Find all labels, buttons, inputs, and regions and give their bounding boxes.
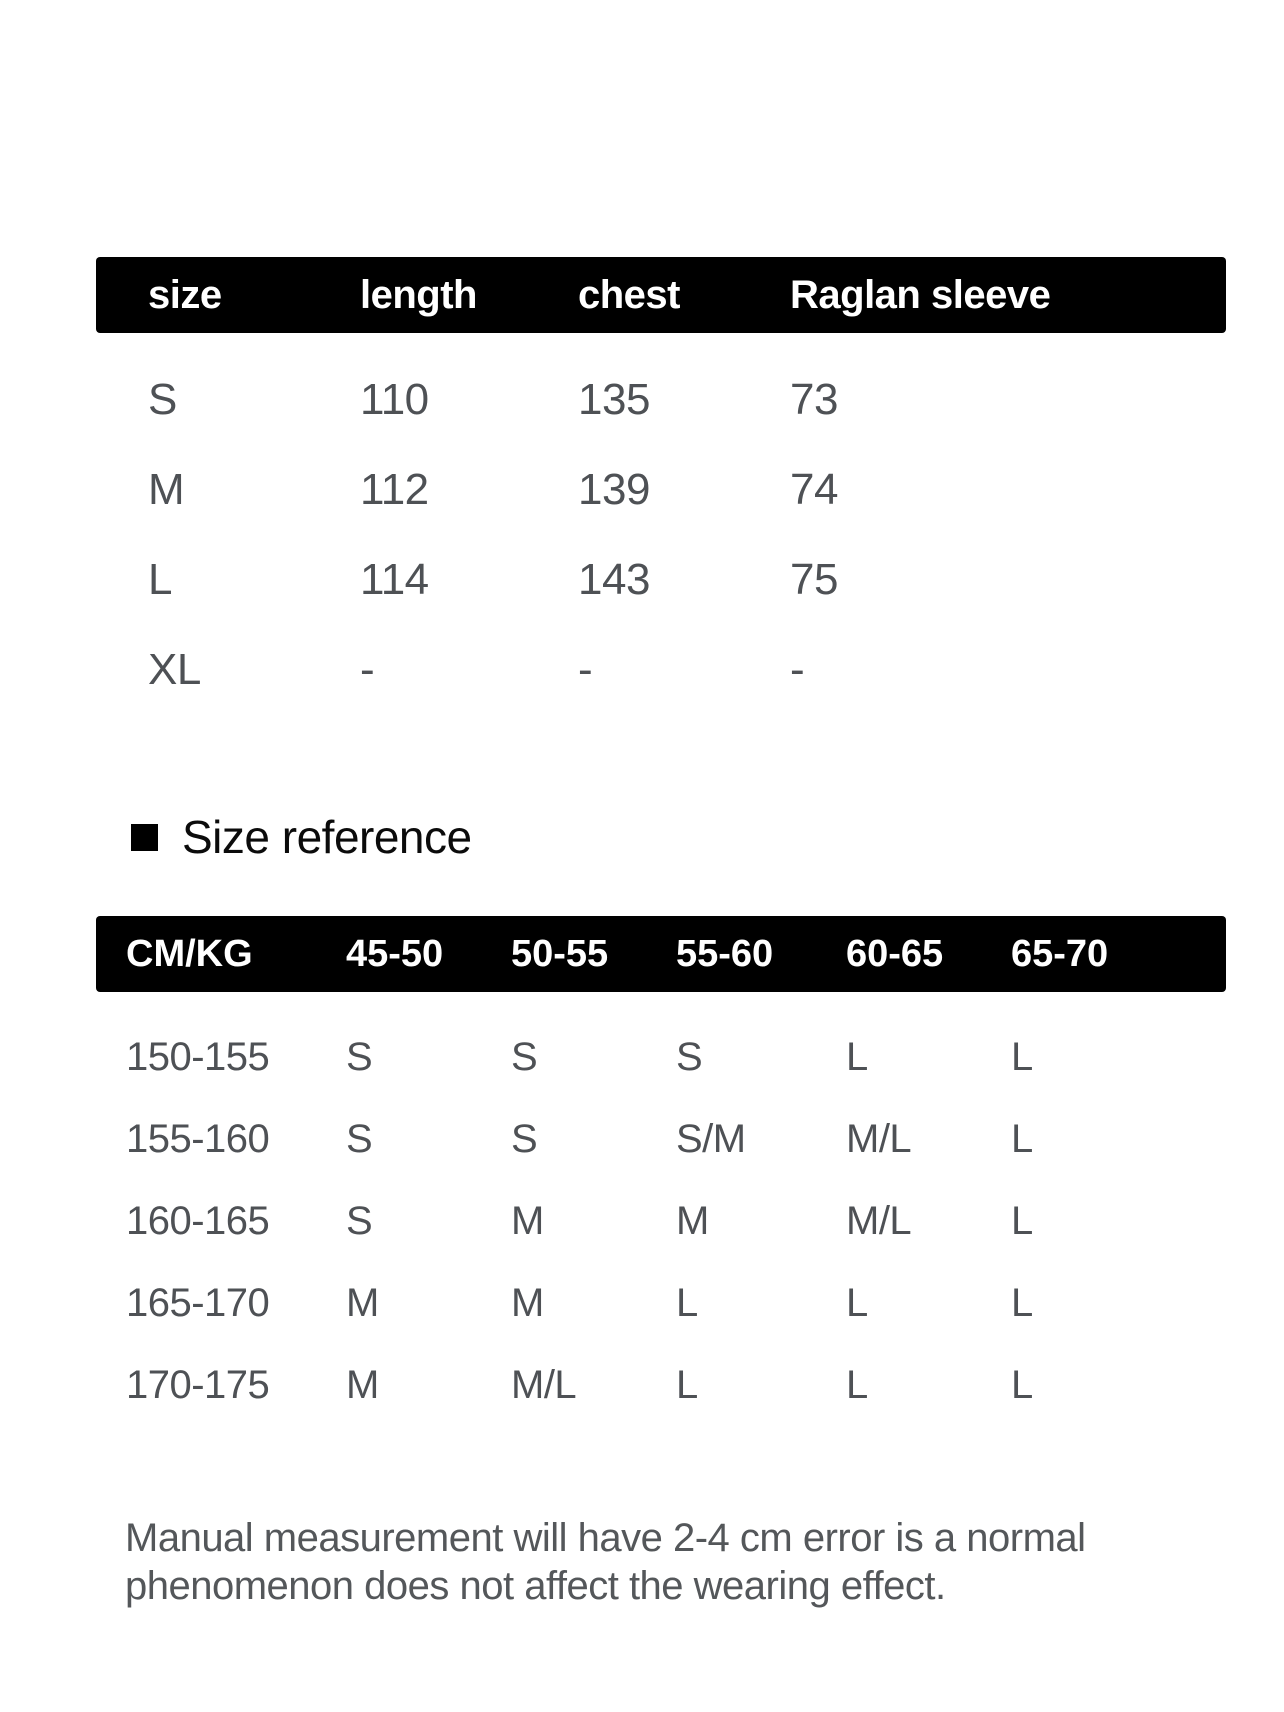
measurement-note-line-2: phenomenon does not affect the wearing effect. [125,1564,946,1608]
recommended-size-cell: S [511,1034,538,1079]
recommended-size-cell: M [676,1198,709,1243]
recommended-size-cell: S/M [676,1116,746,1161]
length-value-cell: 110 [360,375,429,424]
size-reference-table [96,916,1226,1426]
recommended-size-cell: S [346,1198,373,1243]
height-range-cell: 150-155 [126,1034,270,1079]
chest-value-cell: - [578,645,593,694]
recommended-size-cell: S [511,1116,538,1161]
table-row-size-m [96,445,1226,535]
chest-value-cell: 139 [578,465,650,514]
column-header-chest: chest [578,272,680,317]
height-range-cell: 170-175 [126,1362,270,1407]
size-reference-heading-label: Size reference [182,811,472,863]
recommended-size-cell: L [1011,1198,1033,1243]
recommended-size-cell: M [346,1280,379,1325]
size-label-cell: M [148,465,185,514]
column-header-length: length [360,272,477,317]
table-row-150-155 [96,1016,1226,1098]
height-range-cell: 165-170 [126,1280,270,1325]
length-value-cell: 114 [360,555,429,604]
size-reference-table-body [96,992,1226,1426]
column-header-size: size [148,272,222,317]
table-row-size-xl [96,625,1226,715]
length-value-cell: 112 [360,465,429,514]
table-row-size-l [96,535,1226,625]
recommended-size-cell: M [511,1280,544,1325]
recommended-size-cell: L [1011,1034,1033,1079]
size-label-cell: L [148,555,172,604]
recommended-size-cell: L [1011,1362,1033,1407]
recommended-size-cell: M/L [846,1116,912,1161]
size-reference-heading [131,810,472,864]
recommended-size-cell: M [346,1362,379,1407]
recommended-size-cell: M/L [846,1198,912,1243]
length-value-cell: - [360,645,375,694]
measurement-note [125,1514,1086,1610]
measurement-table-body [96,333,1226,715]
recommended-size-cell: M/L [511,1362,577,1407]
recommended-size-cell: L [1011,1116,1033,1161]
chest-value-cell: 143 [578,555,650,604]
table-row-155-160 [96,1098,1226,1180]
table-row-165-170 [96,1262,1226,1344]
raglan-value-cell: 73 [790,375,838,424]
column-header-50-55: 50-55 [511,932,609,975]
recommended-size-cell: L [676,1280,698,1325]
column-header-55-60: 55-60 [676,932,774,975]
recommended-size-cell: L [676,1362,698,1407]
column-header-cm-kg: CM/KG [126,932,253,975]
column-header-raglan-sleeve: Raglan sleeve [790,272,1051,317]
column-header-60-65: 60-65 [846,932,944,975]
column-header-45-50: 45-50 [346,932,444,975]
recommended-size-cell: L [846,1034,868,1079]
size-reference-table-header [96,916,1226,992]
recommended-size-cell: S [346,1116,373,1161]
measurement-table-header [96,257,1226,333]
raglan-value-cell: - [790,645,805,694]
size-label-cell: XL [148,645,201,694]
table-row-size-s [96,355,1226,445]
height-range-cell: 155-160 [126,1116,270,1161]
recommended-size-cell: L [846,1280,868,1325]
chest-value-cell: 135 [578,375,650,424]
recommended-size-cell: S [346,1034,373,1079]
recommended-size-cell: L [846,1362,868,1407]
table-row-170-175 [96,1344,1226,1426]
size-label-cell: S [148,375,177,424]
measurement-table [96,257,1226,715]
raglan-value-cell: 75 [790,555,838,604]
recommended-size-cell: L [1011,1280,1033,1325]
table-row-160-165 [96,1180,1226,1262]
raglan-value-cell: 74 [790,465,838,514]
recommended-size-cell: S [676,1034,703,1079]
height-range-cell: 160-165 [126,1198,270,1243]
column-header-65-70: 65-70 [1011,932,1109,975]
recommended-size-cell: M [511,1198,544,1243]
measurement-note-line-1: Manual measurement will have 2-4 cm error is a normal [125,1516,1086,1560]
bullet-square-icon [131,824,158,851]
